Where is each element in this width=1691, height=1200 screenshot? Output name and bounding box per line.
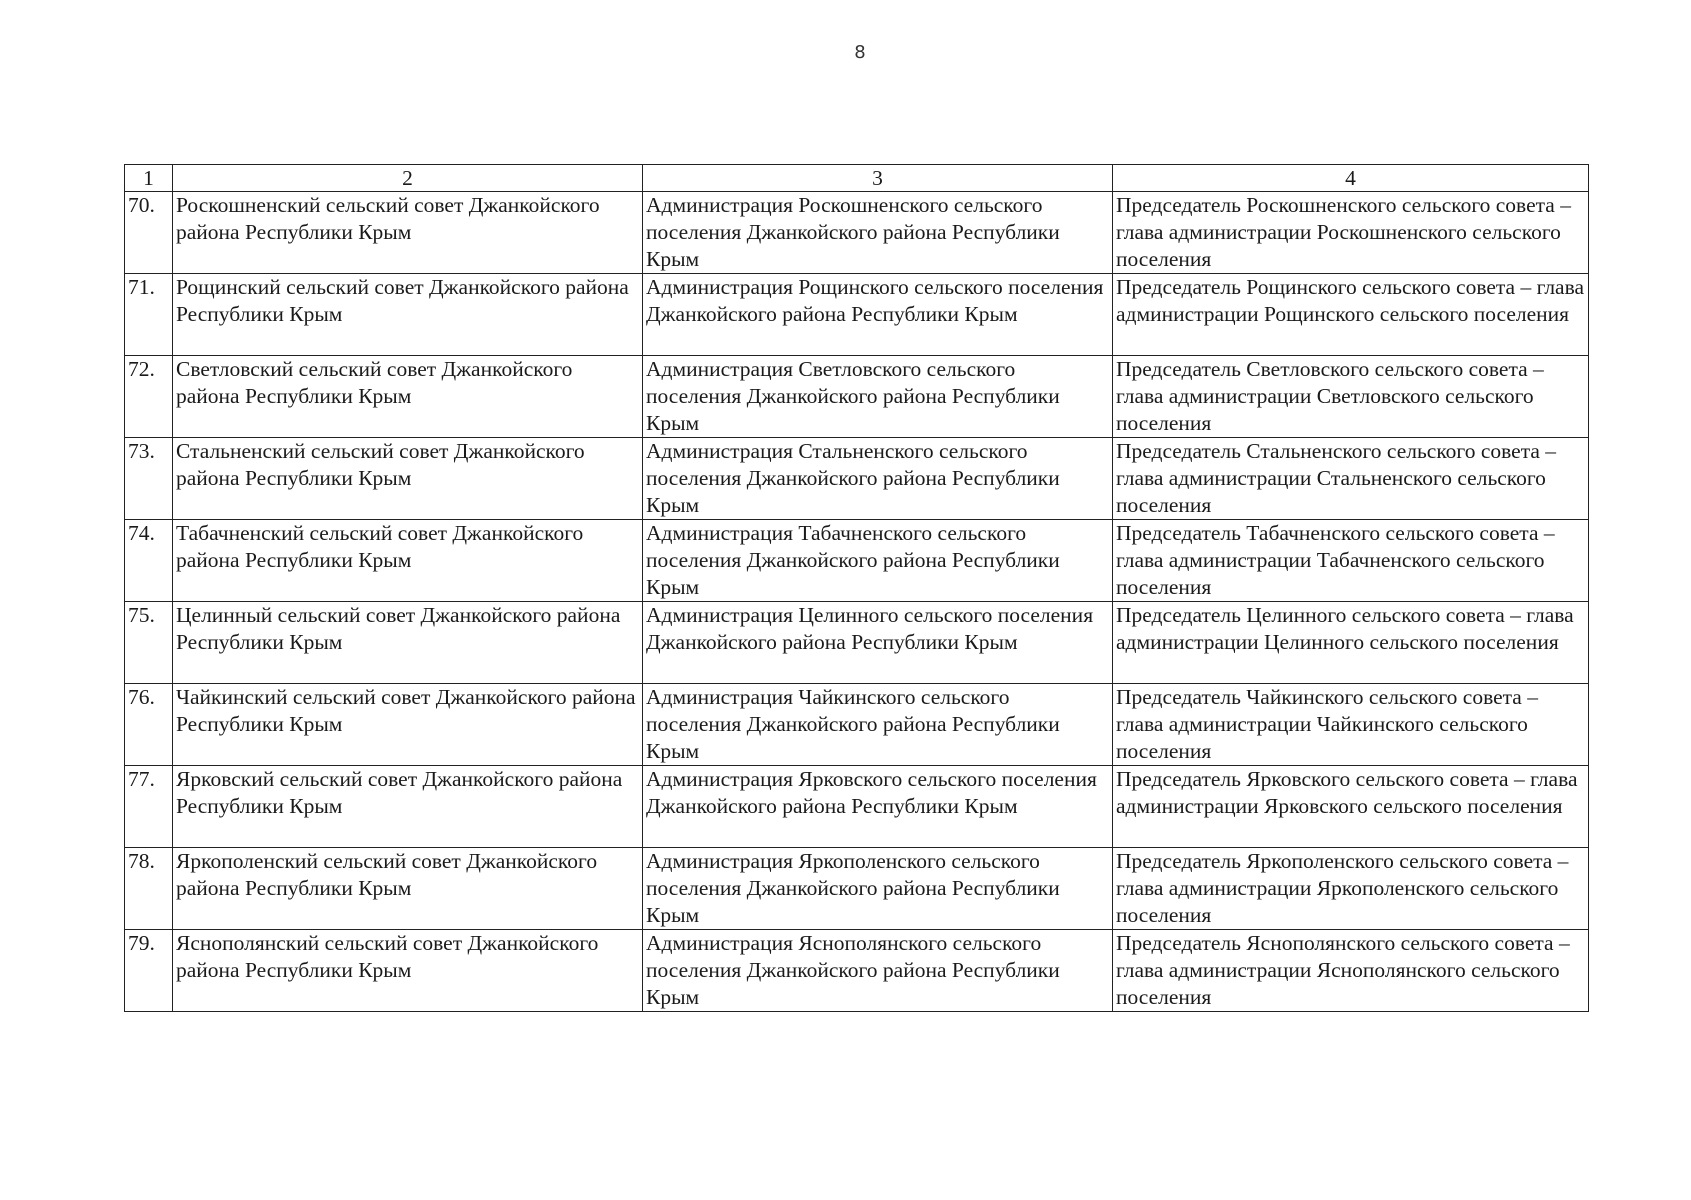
page-number: 8 [854, 42, 866, 63]
administration-cell: Администрация Стальненского сельского поселения Джанкойского района Республики Крым [643, 438, 1113, 520]
table-row [125, 930, 1589, 1012]
table-row [125, 438, 1589, 520]
table-row [125, 766, 1589, 848]
table-header-row [125, 165, 1589, 192]
table-row [125, 848, 1589, 930]
council-cell: Яснополянский сельский совет Джанкойского района Республики Крым [173, 930, 643, 1012]
row-number: 78. [125, 848, 173, 930]
row-number: 72. [125, 356, 173, 438]
column-header-council: 2 [173, 165, 643, 192]
council-cell: Стальненский сельский совет Джанкойского района Республики Крым [173, 438, 643, 520]
column-header-administration: 3 [643, 165, 1113, 192]
chairman-cell: Председатель Яснополянского сельского совета – глава администрации Яснополянского сельского поселения [1113, 930, 1589, 1012]
chairman-cell: Председатель Рощинского сельского совета – глава администрации Рощинского сельского поселения [1113, 274, 1589, 356]
administration-cell: Администрация Роскошненского сельского поселения Джанкойского района Республики Крым [643, 192, 1113, 274]
chairman-cell: Председатель Стальненского сельского совета – глава администрации Стальненского сельского поселения [1113, 438, 1589, 520]
table-row [125, 274, 1589, 356]
settlements-table [124, 164, 1589, 1012]
council-cell: Яркополенский сельский совет Джанкойского района Республики Крым [173, 848, 643, 930]
chairman-cell: Председатель Целинного сельского совета – глава администрации Целинного сельского поселения [1113, 602, 1589, 684]
council-cell: Роскошненский сельский совет Джанкойского района Республики Крым [173, 192, 643, 274]
council-cell: Рощинский сельский совет Джанкойского района Республики Крым [173, 274, 643, 356]
administration-cell: Администрация Светловского сельского поселения Джанкойского района Республики Крым [643, 356, 1113, 438]
table-row [125, 356, 1589, 438]
row-number: 76. [125, 684, 173, 766]
row-number: 75. [125, 602, 173, 684]
council-cell: Чайкинский сельский совет Джанкойского района Республики Крым [173, 684, 643, 766]
table-row [125, 192, 1589, 274]
administration-cell: Администрация Яркополенского сельского поселения Джанкойского района Республики Крым [643, 848, 1113, 930]
row-number: 77. [125, 766, 173, 848]
row-number: 70. [125, 192, 173, 274]
column-header-number: 1 [125, 165, 173, 192]
table-row [125, 602, 1589, 684]
table-row [125, 520, 1589, 602]
council-cell: Целинный сельский совет Джанкойского района Республики Крым [173, 602, 643, 684]
table-row [125, 684, 1589, 766]
administration-cell: Администрация Целинного сельского поселения Джанкойского района Республики Крым [643, 602, 1113, 684]
chairman-cell: Председатель Светловского сельского совета – глава администрации Светловского сельского поселения [1113, 356, 1589, 438]
council-cell: Светловский сельский совет Джанкойского района Республики Крым [173, 356, 643, 438]
row-number: 74. [125, 520, 173, 602]
row-number: 73. [125, 438, 173, 520]
chairman-cell: Председатель Роскошненского сельского совета – глава администрации Роскошненского сельского поселения [1113, 192, 1589, 274]
administration-cell: Администрация Рощинского сельского поселения Джанкойского района Республики Крым [643, 274, 1113, 356]
column-header-chairman: 4 [1113, 165, 1589, 192]
administration-cell: Администрация Яснополянского сельского поселения Джанкойского района Республики Крым [643, 930, 1113, 1012]
row-number: 71. [125, 274, 173, 356]
council-cell: Ярковский сельский совет Джанкойского района Республики Крым [173, 766, 643, 848]
chairman-cell: Председатель Ярковского сельского совета – глава администрации Ярковского сельского поселения [1113, 766, 1589, 848]
chairman-cell: Председатель Чайкинского сельского совета – глава администрации Чайкинского сельского поселения [1113, 684, 1589, 766]
chairman-cell: Председатель Табачненского сельского совета – глава администрации Табачненского сельского поселения [1113, 520, 1589, 602]
council-cell: Табачненский сельский совет Джанкойского района Республики Крым [173, 520, 643, 602]
chairman-cell: Председатель Яркополенского сельского совета – глава администрации Яркополенского сельского поселения [1113, 848, 1589, 930]
administration-cell: Администрация Табачненского сельского поселения Джанкойского района Республики Крым [643, 520, 1113, 602]
administration-cell: Администрация Чайкинского сельского поселения Джанкойского района Республики Крым [643, 684, 1113, 766]
row-number: 79. [125, 930, 173, 1012]
administration-cell: Администрация Ярковского сельского поселения Джанкойского района Республики Крым [643, 766, 1113, 848]
